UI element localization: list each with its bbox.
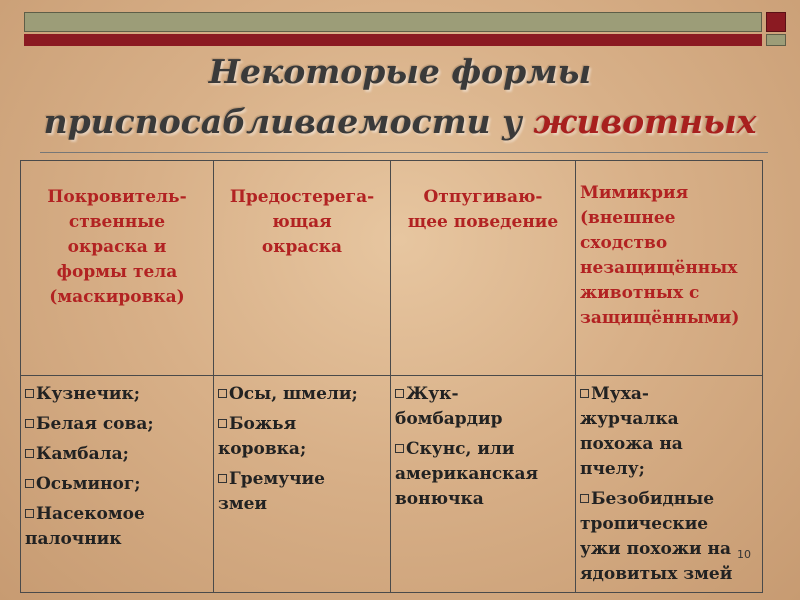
header-line: сходство <box>580 233 668 253</box>
list-item-line: Насекомое <box>36 504 145 524</box>
list-item-text <box>580 562 758 587</box>
list-item-line: бомбардир <box>395 409 503 429</box>
list-item-text <box>395 487 571 512</box>
list-item-text <box>580 432 758 457</box>
list-item-text <box>395 437 571 462</box>
body-cell-camouflage <box>21 376 214 593</box>
square-bullet-icon <box>25 479 34 488</box>
list-item-line: ужи похожи на <box>580 539 731 559</box>
square-bullet-icon <box>25 509 34 518</box>
list-item-text <box>25 502 209 527</box>
list-item-text <box>25 412 209 437</box>
square-bullet-icon <box>25 389 34 398</box>
list-item-text <box>395 407 571 432</box>
list-item <box>580 382 758 482</box>
header-line: ющая <box>272 212 332 232</box>
list-item <box>25 472 209 497</box>
header-line: Покровитель- <box>47 187 187 207</box>
slide-title-accent: животных <box>533 102 757 141</box>
list-item-text <box>580 457 758 482</box>
list-item-text <box>395 382 571 407</box>
list-item <box>218 382 386 407</box>
header-cell-mimicry <box>576 161 763 376</box>
header-line: Мимикрия <box>580 183 689 203</box>
body-cell-deterrent <box>391 376 576 593</box>
header-line: окраска <box>261 237 343 257</box>
adaptations-table <box>20 160 763 593</box>
list-item-text <box>25 442 209 467</box>
square-bullet-icon <box>580 389 589 398</box>
square-bullet-icon <box>25 419 34 428</box>
slide-title-main: приспосабливаемости у <box>43 102 534 141</box>
square-bullet-icon <box>395 389 404 398</box>
decorative-corner-olive <box>766 34 786 46</box>
decorative-bar-bottom <box>24 34 762 46</box>
decorative-bar-top <box>24 12 762 32</box>
header-line: (внешнее <box>580 208 676 228</box>
list-item-text <box>25 527 209 552</box>
header-line: окраска и <box>67 237 167 257</box>
square-bullet-icon <box>218 389 227 398</box>
table-body-row <box>21 376 763 593</box>
header-line: незащищённых <box>580 258 738 278</box>
square-bullet-icon <box>580 494 589 503</box>
body-cell-warning <box>214 376 391 593</box>
list-item-text <box>218 437 386 462</box>
list-item-line: Кузнечик; <box>36 384 141 404</box>
list-item <box>25 442 209 467</box>
list-item-line: палочник <box>25 529 122 549</box>
list-item-line: американская <box>395 464 539 484</box>
list-item <box>25 412 209 437</box>
header-cell-camouflage <box>21 161 214 376</box>
list-item-text <box>218 467 386 492</box>
list-item-text <box>580 537 758 562</box>
header-line: животных с <box>580 283 700 303</box>
list-item-line: Осьминог; <box>36 474 141 494</box>
slide-title-line2 <box>10 102 790 141</box>
header-cell-warning <box>214 161 391 376</box>
square-bullet-icon <box>218 474 227 483</box>
decorative-corner-red <box>766 12 786 32</box>
header-line: защищёнными) <box>580 308 740 328</box>
list-item-line: журчалка <box>580 409 679 429</box>
list-item <box>25 502 209 552</box>
list-item-line: Божья <box>229 414 297 434</box>
list-item-line: вонючка <box>395 489 484 509</box>
square-bullet-icon <box>25 449 34 458</box>
list-item-line: похожа на <box>580 434 683 454</box>
body-cell-mimicry <box>576 376 763 593</box>
slide-title-line1: Некоторые формы <box>208 52 592 91</box>
list-item-line: пчелу; <box>580 459 645 479</box>
list-item <box>218 412 386 462</box>
list-item-line: Осы, шмели; <box>229 384 358 404</box>
list-item <box>395 437 571 512</box>
list-item-text <box>580 407 758 432</box>
list-item-line: тропические <box>580 514 709 534</box>
list-item-line: Камбала; <box>36 444 129 464</box>
list-item-text <box>218 382 386 407</box>
list-item-text <box>25 472 209 497</box>
title-divider <box>40 152 768 153</box>
header-line: формы тела <box>56 262 178 282</box>
list-item <box>580 487 758 587</box>
header-line: (маскировка) <box>49 287 185 307</box>
list-item-line: Белая сова; <box>36 414 154 434</box>
list-item-line: Муха- <box>591 384 649 404</box>
list-item <box>25 382 209 407</box>
header-line: Отпугиваю- <box>423 187 543 207</box>
square-bullet-icon <box>395 444 404 453</box>
list-item-line: ядовитых змей <box>580 564 733 584</box>
list-item <box>218 467 386 517</box>
list-item-text <box>580 382 758 407</box>
list-item-text <box>218 492 386 517</box>
list-item-text <box>218 412 386 437</box>
list-item-text <box>395 462 571 487</box>
list-item-text <box>580 512 758 537</box>
list-item-line: змеи <box>218 494 268 514</box>
header-cell-deterrent <box>391 161 576 376</box>
list-item-line: Безобидные <box>591 489 715 509</box>
list-item-line: Жук- <box>406 384 459 404</box>
list-item-text <box>25 382 209 407</box>
header-line: ственные <box>68 212 166 232</box>
table-header-row <box>21 161 763 376</box>
square-bullet-icon <box>218 419 227 428</box>
list-item-line: коровка; <box>218 439 307 459</box>
list-item-line: Скунс, или <box>406 439 515 459</box>
page-number: 10 <box>737 548 751 561</box>
header-line: щее поведение <box>407 212 559 232</box>
list-item-line: Гремучие <box>229 469 325 489</box>
list-item <box>395 382 571 432</box>
list-item-text <box>580 487 758 512</box>
header-line: Предостерега- <box>229 187 375 207</box>
